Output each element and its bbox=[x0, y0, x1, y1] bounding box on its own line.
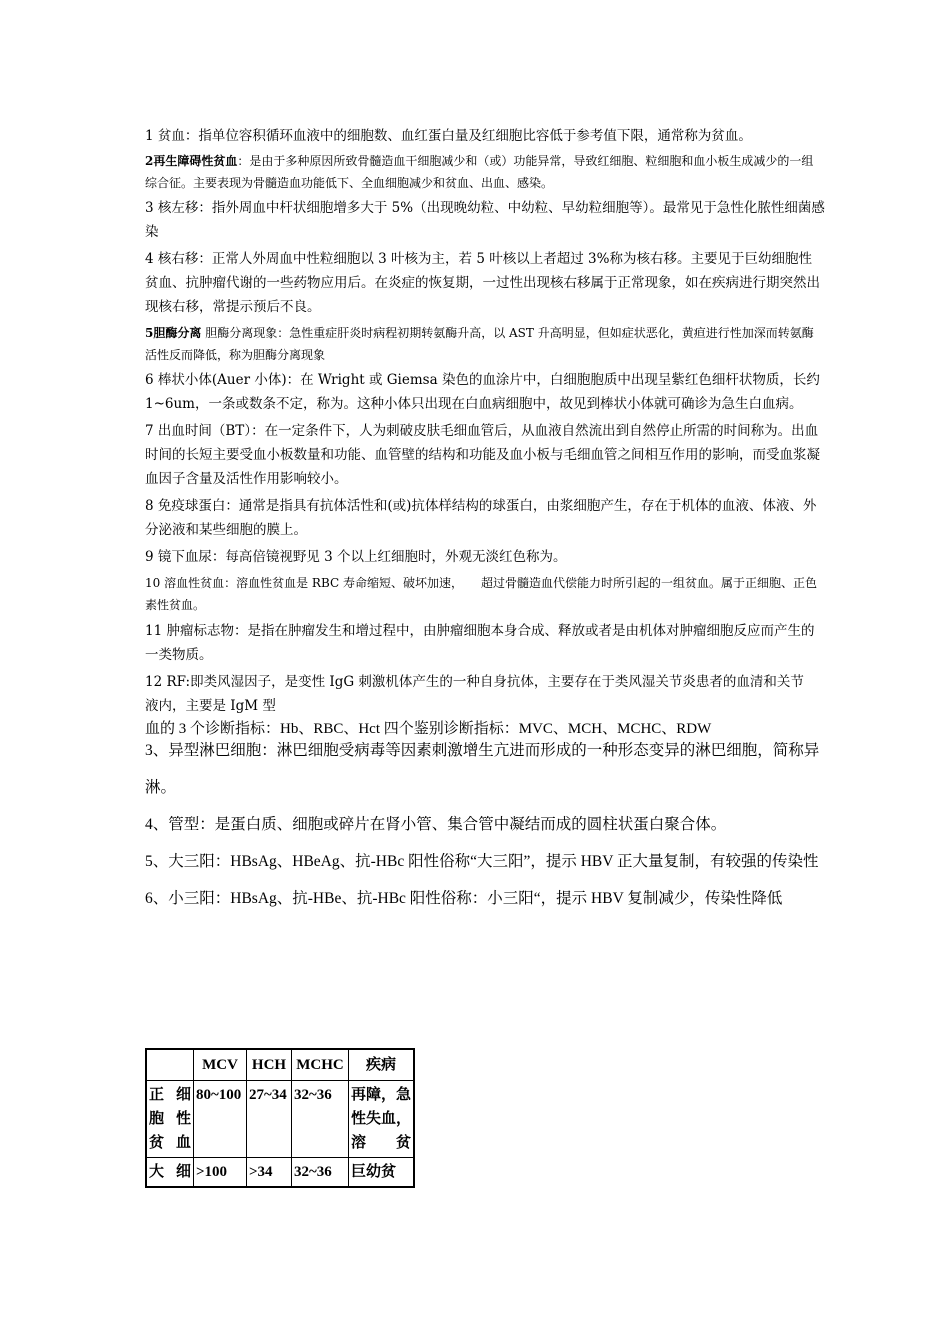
paragraph-microscopic-hematuria bbox=[145, 545, 825, 569]
para-num: 10 bbox=[145, 576, 165, 590]
table-cell: 再障，急性失血，溶贫 bbox=[349, 1081, 415, 1158]
para-term: 再生障碍性贫血 bbox=[153, 154, 238, 168]
para-term: 溶血性贫血 bbox=[164, 576, 225, 590]
para-num: 3 bbox=[145, 200, 158, 216]
item-cast bbox=[145, 806, 825, 843]
para-term: 胆酶分离 bbox=[153, 326, 202, 340]
anemia-classification-table bbox=[145, 1048, 415, 1188]
paragraph-tumor-marker bbox=[145, 619, 825, 667]
para-term: RF bbox=[166, 674, 186, 690]
table-row bbox=[146, 1158, 414, 1188]
paragraph-auer-body bbox=[145, 368, 825, 416]
table-cell: >34 bbox=[247, 1158, 292, 1188]
item-atypical-lymphocyte bbox=[145, 732, 835, 806]
para-term: 免疫球蛋白 bbox=[157, 498, 226, 514]
para-term: 核右移 bbox=[157, 251, 199, 267]
para-num: 2 bbox=[145, 154, 154, 168]
paragraph-aplastic-anemia bbox=[145, 150, 825, 194]
paragraph-immunoglobulin bbox=[145, 494, 825, 542]
table-cell: >100 bbox=[194, 1158, 247, 1188]
para-num: 9 bbox=[145, 549, 158, 565]
para-text: （BT）：在一定条件下，人为刺破皮肤毛细血管后，从血液自然流出到自然停止所需的时间称为。出血时间的长短主要受血小板数量和功能、血管壁的结构和功能及血小板与毛细血管之间相互作用的影响，而受血浆凝血因子含量及活性作用影响较小。 bbox=[145, 423, 820, 487]
table-header-row bbox=[146, 1049, 414, 1081]
paragraph-bleeding-time bbox=[145, 419, 825, 491]
item-head: 4、管型 bbox=[145, 816, 200, 833]
para-text: 胆酶分离现象：急性重症肝炎时病程初期转氨酶升高，以 AST 升高明显，但如症状恶化，黄疸进行性加深而转氨酶活性反而降低，称为胆酶分离现象 bbox=[145, 326, 814, 362]
para-num: 6 bbox=[145, 372, 158, 388]
para-term: 肿瘤标志物 bbox=[166, 623, 234, 639]
paragraph-bilirubin-enzyme-separation bbox=[145, 322, 825, 366]
para-num: 4 bbox=[145, 251, 158, 267]
item-head: 3、异型淋巴细胞 bbox=[145, 742, 262, 759]
item-big-three-positive bbox=[145, 843, 825, 880]
para-term: 镜下血尿 bbox=[157, 549, 212, 565]
document-body bbox=[145, 124, 825, 917]
table-cell: 巨幼贫 bbox=[349, 1158, 415, 1188]
para-term: 贫血 bbox=[157, 128, 185, 144]
table-header-cell: 疾病 bbox=[349, 1049, 415, 1081]
paragraph-right-shift bbox=[145, 247, 825, 319]
para-text: ：指外周血中杆状细胞增多大于 5%（出现晚幼粒、中幼粒、早幼粒细胞等）。最常见于急性化脓性细菌感染 bbox=[145, 200, 825, 240]
item-head: 5、大三阳 bbox=[145, 853, 215, 870]
table-cell: 正细胞性贫血 bbox=[146, 1081, 194, 1158]
table-cell: 大细 bbox=[146, 1158, 194, 1188]
para-num: 1 bbox=[145, 128, 158, 144]
para-term: 核左移 bbox=[157, 200, 199, 216]
diagnostic-indicators-line: 血的 3 个诊断指标：Hb、RBC、Hct 四个鉴别诊断指标：MVC、MCH、MCHC、RDW bbox=[145, 721, 712, 737]
para-num: 8 bbox=[145, 498, 158, 514]
para-num: 11 bbox=[145, 623, 167, 639]
item-text: ：是蛋白质、细胞或碎片在肾小管、集合管中凝结而成的圆柱状蛋白聚合体。 bbox=[199, 816, 727, 833]
table-header-cell: MCHC bbox=[292, 1049, 349, 1081]
table-cell: 32~36 bbox=[292, 1158, 349, 1188]
table-header-cell: HCH bbox=[247, 1049, 292, 1081]
table-cell: 80~100 bbox=[194, 1081, 247, 1158]
para-text: ：正常人外周血中性粒细胞以 3 叶核为主，若 5 叶核以上者超过 3%称为核右移。主要见于巨幼细胞性贫血、抗肿瘤代谢的一些药物应用后。在炎症的恢复期，一过性出现核右移属于正常现象，如在疾病进行期突然出现核右移，常提示预后不良。 bbox=[145, 251, 820, 315]
para-text: ：溶血性贫血是 RBC 寿命缩短、破坏加速， 超过骨髓造血代偿能力时所引起的一组贫血。属于正细胞、正色素性贫血。 bbox=[145, 576, 818, 612]
table-header-cell bbox=[146, 1049, 194, 1081]
paragraph-anemia bbox=[145, 124, 825, 148]
item-head: 6、小三阳 bbox=[145, 890, 215, 907]
para-text: ：通常是指具有抗体活性和(或)抗体样结构的球蛋白，由浆细胞产生，存在于机体的血液、体液、外分泌液和某些细胞的膜上。 bbox=[145, 498, 817, 538]
para-num: 7 bbox=[145, 423, 158, 439]
para-text: ：指单位容积循环血液中的细胞数、血红蛋白量及红细胞比容低于参考值下限，通常称为贫血。 bbox=[184, 128, 752, 144]
para-text: :即类风湿因子，是变性 IgG 刺激机体产生的一种自身抗体，主要存在于类风湿关节炎患者的血清和关节液内，主要是 IgM 型 bbox=[145, 674, 804, 714]
paragraph-rheumatoid-factor bbox=[145, 670, 805, 718]
para-text: (Auer 小体)：在 Wright 或 Giemsa 染色的血涂片中，白细胞胞质中出现呈紫红色细杆状物质，长约 1~6um，一条或数条不定，称为。这种小体只出现在白血病细胞中，故见到棒状小体就可确诊为急生白血病。 bbox=[145, 372, 820, 412]
paragraph-hemolytic-anemia bbox=[145, 572, 825, 616]
item-text: ：HBsAg、HBeAg、抗-HBc 阳性俗称“大三阳”，提示 HBV 正大量复制，有较强的传染性 bbox=[214, 853, 819, 870]
para-num: 5 bbox=[145, 326, 154, 340]
para-term: 棒状小体 bbox=[157, 372, 212, 388]
table-cell: 27~34 bbox=[247, 1081, 292, 1158]
para-term: 出血时间 bbox=[157, 423, 212, 439]
paragraph-left-shift bbox=[145, 196, 825, 244]
para-text: ：是指在肿瘤发生和增过程中，由肿瘤细胞本身合成、释放或者是由机体对肿瘤细胞反应而产生的一类物质。 bbox=[145, 623, 815, 663]
para-text: ：是由于多种原因所致骨髓造血干细胞减少和（或）功能异常，导致红细胞、粒细胞和血小板生成减少的一组综合征。主要表现为骨髓造血功能低下、全血细胞减少和贫血、出血、感染。 bbox=[145, 154, 814, 190]
table-cell: 32~36 bbox=[292, 1081, 349, 1158]
para-num: 12 bbox=[145, 674, 167, 690]
table-header-cell: MCV bbox=[194, 1049, 247, 1081]
para-text: ：每高倍镜视野见 3 个以上红细胞时，外观无淡红色称为。 bbox=[211, 549, 567, 565]
item-text: ：淋巴细胞受病毒等因素刺激增生亢进而形成的一种形态变异的淋巴细胞，简称异淋。 bbox=[145, 742, 820, 796]
table-row bbox=[146, 1081, 414, 1158]
item-small-three-positive bbox=[145, 880, 825, 917]
item-text: ：HBsAg、抗-HBe、抗-HBc 阳性俗称：小三阳“，提示 HBV 复制减少，传染性降低 bbox=[214, 890, 783, 907]
